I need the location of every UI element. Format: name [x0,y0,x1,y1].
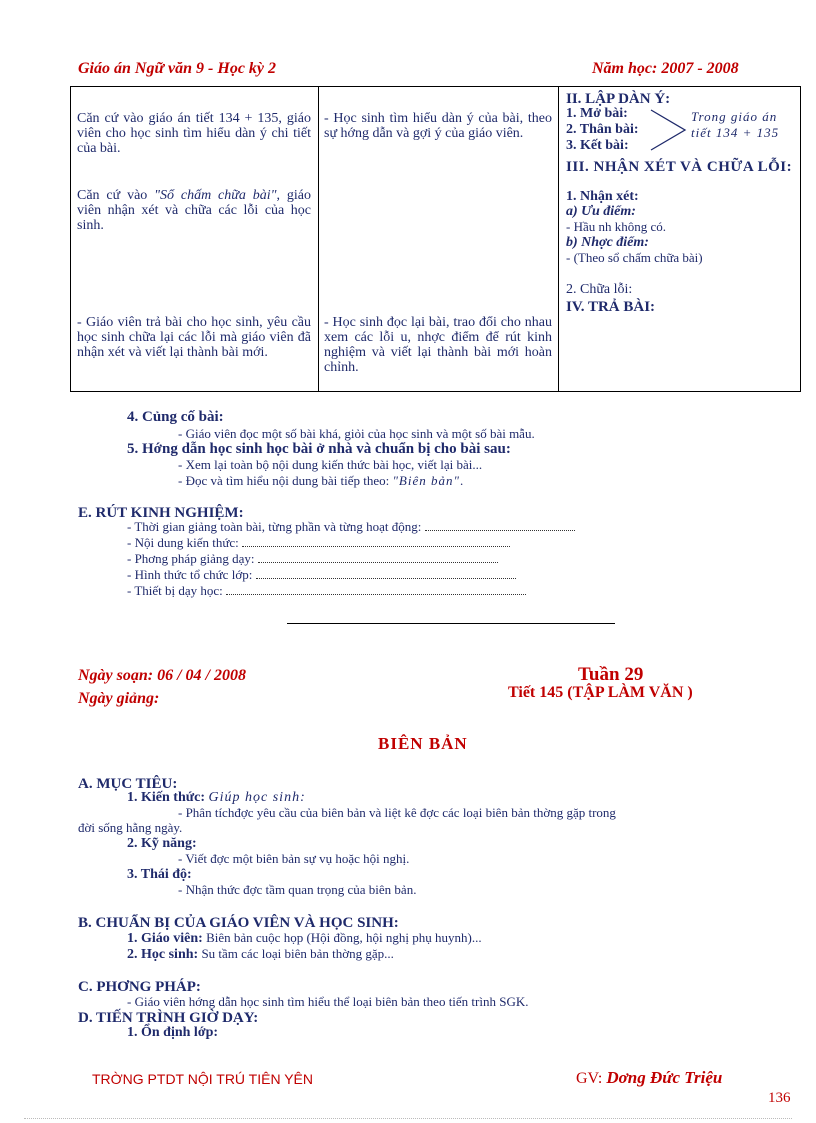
kien-thuc-line2: đời sống hằng ngày. [78,820,183,835]
sectionE-item-5: - Thiết bị dạy học: [127,583,526,599]
brace-arrow-icon [645,106,693,154]
ky-nang: 2. Kỹ năng: [127,836,197,851]
section5-line1: - Xem lại toàn bộ nội dung kiến thức bài học, viết lại bài... [178,457,483,472]
ky-nang-line: - Viết đợc một biên bản sự vụ hoặc hội nghị. [178,851,410,866]
tuan: Tuần 29 [578,664,644,685]
footer-dotted-line [24,1118,792,1119]
lesson-table [70,86,801,392]
section5-line2: - Đọc và tìm hiểu nội dung bài tiếp theo: "Biên bản". [178,473,464,488]
giao-vien-prep: 1. Giáo viên: Biên bản cuộc họp (Hội đồng, hội nghị phụ huynh)... [127,930,482,946]
thai-do: 3. Thái độ: [127,867,192,882]
col1-p3: - Giáo viên trả bài cho học sinh, yêu cầu học sinh chữa lại các lỗi mà giáo viên đã nhận xét và viết lại thành bài mới. [77,315,311,360]
col2-p1: - Học sinh tìm hiểu dàn ý của bài, theo sự hớng dẫn và gợi ý của giáo viên. [324,111,552,141]
col3-nhuoc-diem: b) Nhợc điểm: [566,235,649,250]
page-number: 136 [768,1090,791,1106]
hoc-sinh-prep: 2. Học sinh: Su tầm các loại biên bản thờng gặp... [127,946,394,962]
section4-line: - Giáo viên đọc một số bài khá, giỏi của học sinh và một số bài mẫu. [178,426,535,441]
sectionE-title: E. RÚT KINH NGHIỆM: [78,505,244,521]
thai-do-line: - Nhận thức đợc tầm quan trọng của biên bản. [178,882,417,897]
sectionE-item-3: - Phơng pháp giảng dạy: [127,551,498,567]
col1-p2: Căn cứ vào "Sổ chấm chữa bài", giáo viên nhận xét và chữa các lỗi của học sinh. [77,188,311,233]
footer-school: TRỜNG PTDT NỘI TRÚ TIÊN YÊN [92,1071,313,1087]
header-right: Năm học: 2007 - 2008 [592,60,739,77]
brace-note-2: tiết 134 + 135 [691,125,780,140]
col3-nhuoc-diem-text: - (Theo sổ chấm chữa bài) [566,250,703,265]
col3-than-bai: 2. Thân bài: [566,122,639,137]
section-divider [287,623,615,624]
sectionD-item1: 1. Ổn định lớp: [127,1025,219,1040]
lesson-title: BIÊN BẢN [378,734,468,753]
sectionE-item-4: - Hình thức tổ chức lớp: [127,567,516,583]
table-divider-1 [318,87,319,391]
col3-uu-diem: a) Ưu điểm: [566,204,636,219]
header-left: Giáo án Ngữ văn 9 - Học kỳ 2 [78,60,277,77]
sectionD-title: D. TIẾN TRÌNH GIỜ DẠY: [78,1010,259,1026]
brace-note-1: Trong giáo án [691,109,778,124]
section5-title: 5. Hớng dẫn học sinh học bài ở nhà và chuẩn bị cho bài sau: [127,441,511,457]
col1-p1: Căn cứ vào giáo án tiết 134 + 135, giáo viên cho học sinh tìm hiểu dàn ý chi tiết của bài. [77,111,311,156]
sectionC-line: - Giáo viên hớng dẫn học sinh tìm hiểu thể loại biên bản theo tiến trình SGK. [127,994,529,1009]
kien-thuc: 1. Kiến thức: Giúp học sinh: [127,790,306,805]
col3-chua-loi: 2. Chữa lỗi: [566,282,633,297]
footer-teacher: GV: Dơng Đức Triệu [576,1068,723,1087]
table-divider-2 [558,87,559,391]
kien-thuc-line1: - Phân tíchđợc yêu cầu của biên bản và liệt kê đợc các loại biên bản thờng gặp trong [178,805,616,820]
col3-tra-bai: IV. TRẢ BÀI: [566,299,656,315]
sectionB-title: B. CHUẨN BỊ CỦA GIÁO VIÊN VÀ HỌC SINH: [78,915,399,931]
col3-nhan-xet-heading: III. NHẬN XÉT VÀ CHỮA LỖI: [566,159,793,175]
col3-nhan-xet: 1. Nhận xét: [566,189,639,204]
sectionA-title: A. MỤC TIÊU: [78,776,178,792]
ngay-soan: Ngày soạn: 06 / 04 / 2008 [78,667,246,684]
col3-mo-bai: 1. Mở bài: [566,106,628,121]
ngay-giang: Ngày giảng: [78,690,160,707]
col3-ket-bai: 3. Kết bài: [566,138,629,153]
col3-lap-dan-y: II. LẬP DÀN Ý: [566,91,671,107]
section4-title: 4. Củng cố bài: [127,409,224,425]
col2-p3: - Học sinh đọc lại bài, trao đổi cho nhau xem các lỗi u, nhợc điểm để rút kinh nghiệm và viết lại thành bài mới hoàn chỉnh. [324,315,552,375]
col3-uu-diem-text: - Hầu nh không có. [566,219,667,234]
tiet: Tiết 145 (TẬP LÀM VĂN ) [508,684,693,701]
sectionE-item-2: - Nội dung kiến thức: [127,535,510,551]
sectionE-item-1: - Thời gian giảng toàn bài, từng phần và từng hoạt động: [127,519,575,535]
sectionC-title: C. PHƠNG PHÁP: [78,979,201,995]
